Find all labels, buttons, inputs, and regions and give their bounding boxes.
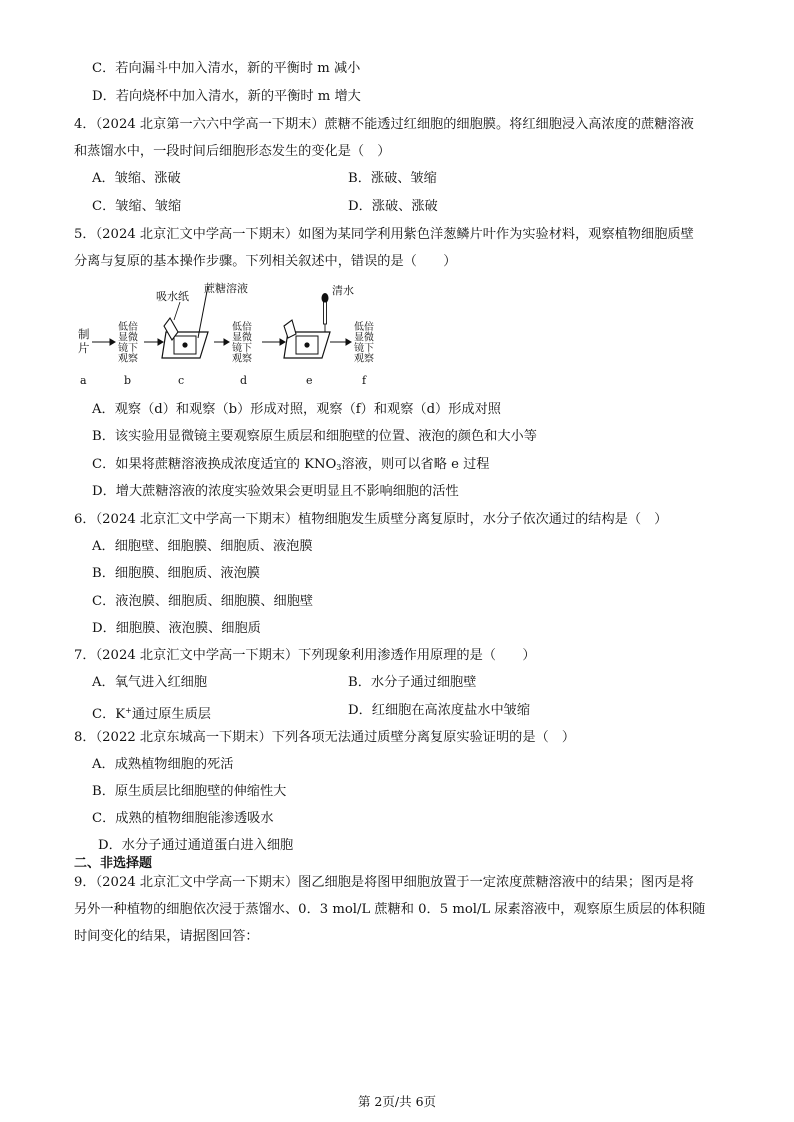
observe-text-row: 低倍 xyxy=(232,322,252,333)
arrow-head-d-e xyxy=(280,339,285,345)
q7-option-c-post: 通过原生质层 xyxy=(131,707,211,722)
q3-option-d: D．若向烧杯中加入清水，新的平衡时 m 增大 xyxy=(92,89,361,104)
arrow-head-b-c xyxy=(158,339,163,345)
q4-stem-line2: 和蒸馏水中，一段时间后细胞形态发生的变化是（ ） xyxy=(74,144,391,159)
step-letter-b: b xyxy=(124,374,132,387)
arrow-head-a-b xyxy=(110,339,115,345)
q6-option-a: A．细胞壁、细胞膜、细胞质、液泡膜 xyxy=(92,539,313,554)
step-d-observe xyxy=(232,320,252,365)
q8-option-a: A．成熟植物细胞的死活 xyxy=(92,757,234,772)
q5-option-b: B．该实验用显微镜主要观察原生质层和细胞壁的位置、液泡的颜色和大小等 xyxy=(92,429,537,444)
q4-option-a: A．皱缩、涨破 xyxy=(92,171,181,186)
q4-stem-line1: 4．（2024 北京第一六六中学高一下期末）蔗糖不能透过红细胞的细胞膜。将红细胞浸入高浓度的蔗糖溶液 xyxy=(74,117,694,132)
step-a-char1: 制 xyxy=(78,327,90,341)
q5-option-d: D．增大蔗糖溶液的浓度实验效果会更明显且不影响细胞的活性 xyxy=(92,484,459,499)
q7-option-c xyxy=(92,702,211,724)
q7-option-a: A．氧气进入红细胞 xyxy=(92,675,208,690)
experiment-steps-figure xyxy=(74,280,394,392)
observe-text-row: 观察 xyxy=(232,353,252,365)
q7-option-b: B．水分子通过细胞壁 xyxy=(348,675,477,690)
step-letter-a: a xyxy=(80,374,87,387)
step-f-observe xyxy=(354,320,374,365)
q8-stem: 8．（2022 北京东城高一下期末）下列各项无法通过质壁分离复原实验证明的是（ ） xyxy=(74,730,576,745)
step-letter-c: c xyxy=(178,374,185,387)
q5-option-a: A．观察（d）和观察（b）形成对照，观察（f）和观察（d）形成对照 xyxy=(92,402,501,417)
observe-text-row: 观察 xyxy=(354,353,374,365)
step-letter-d: d xyxy=(240,374,248,387)
q5-option-c-pre: C．如果将蔗糖溶液换成浓度适宜的 KNO xyxy=(92,457,337,472)
q5-option-c-sub: 3 xyxy=(336,463,342,472)
observe-text-row: 观察 xyxy=(118,353,138,365)
arrow-head-c-d xyxy=(224,339,229,345)
q7-stem: 7．（2024 北京汇文中学高一下期末）下列现象利用渗透作用原理的是（ ） xyxy=(74,648,536,663)
page-number: 第 2页/共 6页 xyxy=(357,1094,437,1109)
observe-text-row: 显微 xyxy=(118,332,138,344)
step-b-observe xyxy=(118,320,138,365)
label-absorbent-paper: 吸水纸 xyxy=(156,290,189,303)
q6-option-d: D．细胞膜、液泡膜、细胞质 xyxy=(92,621,261,636)
q7-option-c-pre: C．K xyxy=(92,707,126,722)
q9-stem-line1: 9．（2024 北京汇文中学高一下期末）图乙细胞是将图甲细胞放置于一定浓度蔗糖溶液中的结果；图丙是将 xyxy=(74,875,694,890)
q5-stem-line2: 分离与复原的基本操作步骤。下列相关叙述中，错误的是（ ） xyxy=(74,254,457,269)
arrow-head-e-f xyxy=(346,339,351,345)
q5-option-c xyxy=(92,456,489,477)
observe-text-row: 镜下 xyxy=(232,343,252,354)
q9-stem-line3: 时间变化的结果，请据图回答： xyxy=(74,929,259,944)
step-a-char2: 片 xyxy=(78,341,90,355)
q8-option-b: B．原生质层比细胞壁的伸缩性大 xyxy=(92,784,287,799)
observe-text-row: 显微 xyxy=(354,332,374,344)
q8-option-c: C．成熟的植物细胞能渗透吸水 xyxy=(92,811,274,826)
absorbent-paper-icon xyxy=(164,318,178,340)
q6-stem: 6．（2024 北京汇文中学高一下期末）植物细胞发生质壁分离复原时，水分子依次通过的结构是（ ） xyxy=(74,512,668,527)
observe-text-row: 低倍 xyxy=(118,322,138,333)
observe-text-row: 显微 xyxy=(232,332,252,344)
dropper-bulb-icon xyxy=(322,293,329,303)
label-sucrose-solution: 蔗糖溶液 xyxy=(204,282,248,295)
q5-stem-line1: 5．（2024 北京汇文中学高一下期末）如图为某同学利用紫色洋葱鳞片叶作为实验材料，观察植物细胞质壁 xyxy=(74,227,694,242)
step-letter-e: e xyxy=(306,374,313,387)
q8-option-d: D．水分子通过通道蛋白进入细胞 xyxy=(98,838,294,853)
dropper-icon xyxy=(324,302,327,324)
observe-text-row: 镜下 xyxy=(354,343,374,354)
section-title-non-choice: 二、非选择题 xyxy=(74,856,153,871)
q9-stem-line2: 另外一种植物的细胞依次浸于蒸馏水、0．3 mol/L 蔗糖和 0．5 mol/L 尿素溶液中，观察原生质层的体积随 xyxy=(74,902,706,917)
slide-with-dropper xyxy=(284,293,330,358)
observe-text-row: 低倍 xyxy=(354,322,374,333)
step-letter-f: f xyxy=(362,374,367,387)
q5-option-c-post: 溶液，则可以省略 e 过程 xyxy=(341,457,490,472)
q6-option-c: C．液泡膜、细胞质、细胞膜、细胞壁 xyxy=(92,594,314,609)
label-clear-water: 清水 xyxy=(332,284,354,297)
q4-option-b: B．涨破、皱缩 xyxy=(348,171,437,186)
observe-text-row: 镜下 xyxy=(118,343,138,354)
q4-option-d: D．涨破、涨破 xyxy=(348,199,438,214)
q7-option-c-sup: + xyxy=(125,706,132,715)
q6-option-b: B．细胞膜、细胞质、液泡膜 xyxy=(92,566,260,581)
q7-option-d: D．红细胞在高浓度盐水中皱缩 xyxy=(348,703,531,718)
q4-option-c: C．皱缩、皱缩 xyxy=(92,199,182,214)
q3-option-c: C．若向漏斗中加入清水，新的平衡时 m 减小 xyxy=(92,61,361,76)
